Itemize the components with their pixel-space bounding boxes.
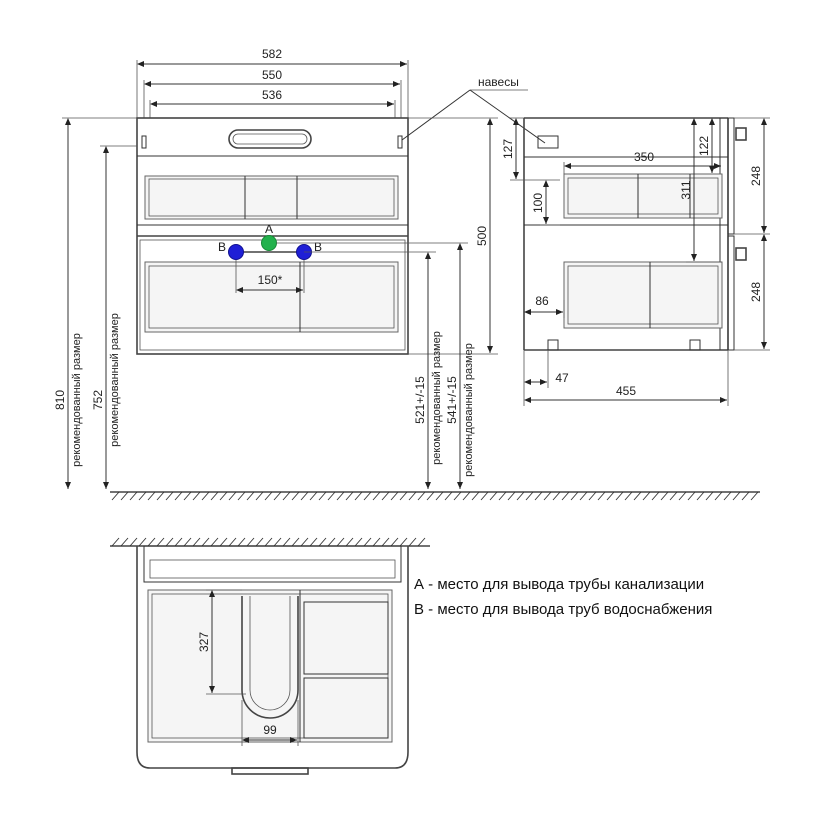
floor-line [110,492,760,500]
dim-521: 521+/-15 [413,376,427,424]
dim-810-note: рекомендованный размер [71,333,83,467]
marker-b-left-label: B [217,240,227,254]
hinges-label: навесы [478,75,519,89]
dim-99: 99 [263,723,277,737]
dim-248-top: 248 [749,165,763,187]
legend [414,576,712,618]
drawer-handle [229,130,311,148]
dim-752-note: рекомендованный размер [109,313,121,447]
dim-150: 150* [257,273,283,287]
dim-521-note: рекомендованный размер [431,331,443,465]
dim-752: 752 [91,389,105,411]
dim-536: 536 [261,88,283,102]
dim-455: 455 [615,384,637,398]
dim-327: 327 [197,631,211,653]
marker-a-sewer [262,236,277,251]
dim-350: 350 [633,150,655,164]
side-hinge [538,136,558,148]
marker-b-right-label: B [313,240,323,254]
legend-b: В - место для вывода труб водоснабжения [414,601,713,618]
dim-100: 100 [531,192,545,214]
legend-a: А - место для вывода трубы канализации [414,576,705,593]
dim-582: 582 [261,47,283,61]
dim-810: 810 [53,389,67,411]
dim-127: 127 [501,138,515,160]
dim-500: 500 [475,225,489,247]
dim-248-bottom: 248 [749,281,763,303]
dim-86: 86 [535,294,549,308]
dim-122: 122 [697,135,711,157]
dim-47: 47 [555,371,569,385]
marker-a-label: A [264,222,274,236]
front-view [53,47,545,489]
hinges-leader-right [470,90,545,143]
marker-b-left [229,245,244,260]
dim-541: 541+/-15 [445,376,459,424]
plan-view [110,538,430,774]
upper-drawer-box [145,176,398,219]
hinges-leader-left [402,90,470,140]
dim-541-note: рекомендованный размер [463,343,475,477]
dim-550: 550 [261,68,283,82]
side-view [501,118,770,406]
dim-311: 311 [679,180,693,200]
